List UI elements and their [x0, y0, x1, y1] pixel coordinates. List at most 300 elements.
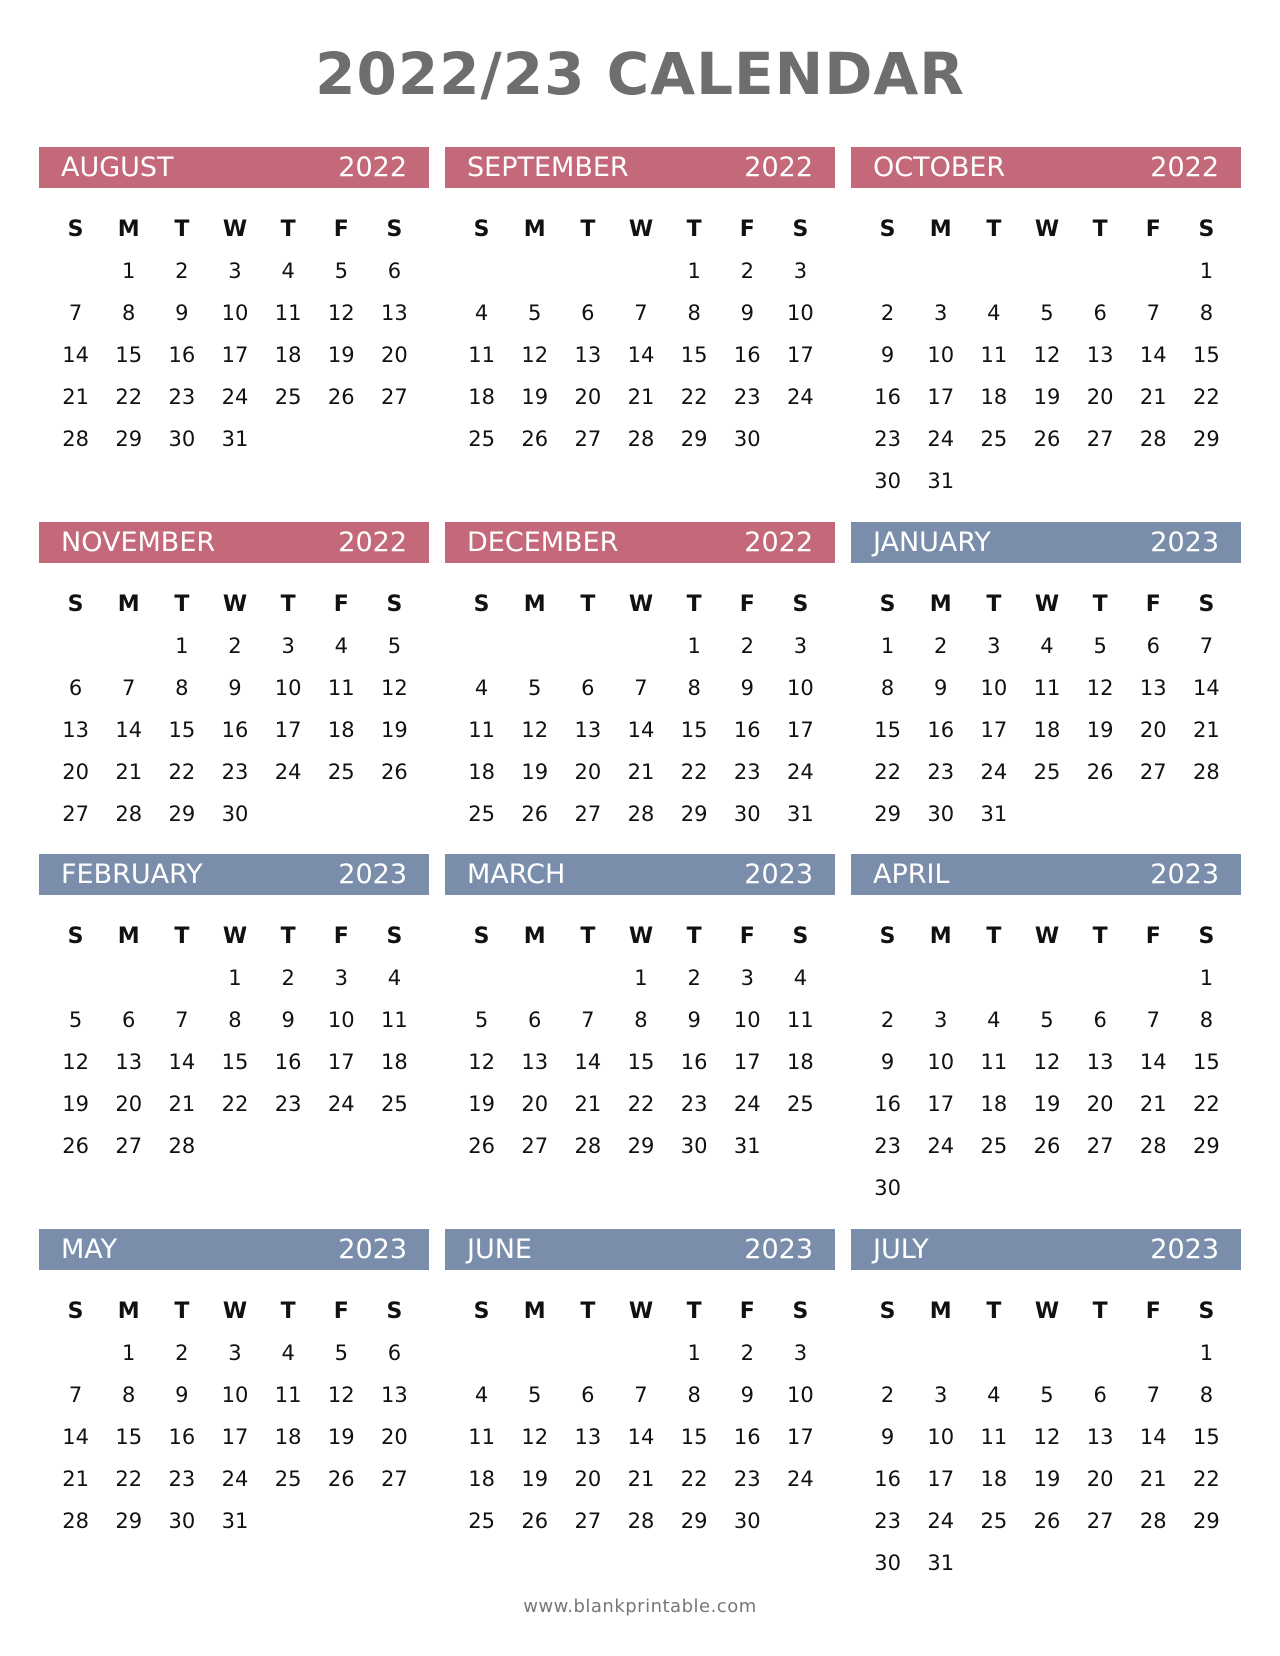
- day-cell: 12: [327, 301, 355, 325]
- empty-cell: [561, 1332, 614, 1374]
- weekday-header: F: [739, 591, 755, 617]
- weekday-header: T: [280, 1298, 296, 1324]
- day-cell: 4: [987, 1008, 1001, 1032]
- weekday-header: S: [473, 591, 490, 617]
- day-cell: 25: [787, 1092, 814, 1116]
- day-cell: 28: [1193, 760, 1220, 784]
- day-cell: 1: [880, 634, 895, 658]
- day-cell: 14: [115, 718, 143, 742]
- day-cell: 27: [1139, 760, 1167, 784]
- day-cell: 26: [327, 385, 355, 409]
- month-name: NOVEMBER: [61, 527, 216, 558]
- day-cell: 15: [221, 1050, 249, 1074]
- day-cell: 24: [787, 385, 814, 409]
- day-cell: 30: [680, 1134, 708, 1158]
- day-cell: 15: [1193, 1425, 1220, 1449]
- day-cell: 19: [1033, 385, 1061, 409]
- empty-cell: [561, 957, 614, 999]
- day-cell: 12: [1033, 1050, 1061, 1074]
- day-cell: 14: [1139, 1050, 1167, 1074]
- day-cell: 22: [1193, 1467, 1220, 1491]
- day-cell: 25: [980, 427, 1008, 451]
- month-name: JUNE: [467, 1234, 532, 1265]
- day-cell: 21: [627, 385, 655, 409]
- day-cell: 26: [62, 1134, 89, 1158]
- empty-cell: [914, 957, 967, 999]
- weekday-header: T: [686, 923, 702, 949]
- day-cell: 13: [1086, 343, 1114, 367]
- day-cell: 19: [327, 1425, 355, 1449]
- day-cell: 28: [1139, 427, 1167, 451]
- day-cell: 8: [1199, 1383, 1214, 1407]
- weekday-header: W: [1034, 923, 1060, 949]
- day-cell: 27: [574, 802, 602, 826]
- day-cell: 10: [927, 343, 955, 367]
- weekday-header: T: [1092, 923, 1108, 949]
- weekday-header: F: [333, 591, 349, 617]
- day-cell: 13: [62, 718, 89, 742]
- day-cell: 16: [733, 343, 761, 367]
- weekday-header: S: [386, 591, 403, 617]
- day-cell: 28: [627, 802, 655, 826]
- day-cell: 16: [874, 385, 901, 409]
- day-cell: 16: [874, 1467, 901, 1491]
- month-year: 2023: [744, 859, 813, 890]
- day-cell: 11: [468, 1425, 495, 1449]
- day-cell: 20: [62, 760, 89, 784]
- day-cell: 10: [274, 676, 302, 700]
- day-cell: 7: [68, 1383, 83, 1407]
- day-cell: 18: [468, 1467, 495, 1491]
- day-grid: [851, 208, 1241, 502]
- day-cell: 13: [381, 1383, 408, 1407]
- day-cell: 9: [281, 1008, 295, 1032]
- day-cell: 17: [221, 1425, 249, 1449]
- day-cell: 24: [327, 1092, 355, 1116]
- day-cell: 8: [122, 301, 136, 325]
- weekday-header: S: [67, 216, 84, 242]
- empty-cell: [1074, 957, 1127, 999]
- day-cell: 19: [1033, 1092, 1061, 1116]
- empty-cell: [1020, 250, 1073, 292]
- day-cell: 27: [521, 1134, 549, 1158]
- day-cell: 10: [327, 1008, 355, 1032]
- weekday-header: T: [986, 923, 1002, 949]
- day-cell: 11: [468, 718, 495, 742]
- day-cell: 25: [468, 427, 495, 451]
- footer-url: www.blankprintable.com: [523, 1596, 757, 1617]
- empty-cell: [49, 250, 102, 292]
- day-cell: 1: [687, 1341, 701, 1365]
- day-cell: 4: [281, 1341, 295, 1365]
- day-cell: 21: [115, 760, 143, 784]
- month-january: [851, 522, 1241, 835]
- month-november: [39, 522, 429, 835]
- empty-cell: [49, 957, 102, 999]
- day-cell: 17: [927, 1092, 955, 1116]
- day-cell: 28: [574, 1134, 602, 1158]
- day-cell: 24: [980, 760, 1008, 784]
- month-header: [445, 522, 835, 563]
- day-cell: 1: [1199, 259, 1214, 283]
- weekday-header: W: [222, 216, 248, 242]
- day-cell: 22: [1193, 1092, 1220, 1116]
- day-cell: 25: [327, 760, 355, 784]
- day-cell: 17: [221, 343, 249, 367]
- day-cell: 19: [62, 1092, 89, 1116]
- weekday-header: F: [1145, 923, 1161, 949]
- day-cell: 12: [1033, 343, 1061, 367]
- day-cell: 27: [574, 1509, 602, 1533]
- day-cell: 1: [687, 634, 701, 658]
- day-cell: 23: [274, 1092, 302, 1116]
- month-year: 2022: [338, 527, 407, 558]
- day-cell: 8: [634, 1008, 648, 1032]
- day-cell: 6: [1146, 634, 1160, 658]
- day-cell: 15: [168, 718, 196, 742]
- month-year: 2023: [338, 859, 407, 890]
- day-cell: 23: [927, 760, 955, 784]
- day-cell: 5: [528, 301, 542, 325]
- day-grid: [445, 208, 835, 460]
- weekday-header: M: [117, 923, 140, 949]
- empty-cell: [861, 250, 914, 292]
- day-cell: 29: [1193, 1134, 1220, 1158]
- day-cell: 20: [1086, 1092, 1114, 1116]
- day-cell: 22: [1193, 385, 1220, 409]
- day-cell: 30: [874, 469, 901, 493]
- day-cell: 20: [521, 1092, 549, 1116]
- day-cell: 20: [1086, 385, 1114, 409]
- day-cell: 1: [687, 259, 701, 283]
- empty-cell: [508, 1332, 561, 1374]
- weekday-header: T: [280, 216, 296, 242]
- day-cell: 28: [1139, 1134, 1167, 1158]
- day-cell: 29: [680, 427, 708, 451]
- weekday-header: W: [1034, 591, 1060, 617]
- day-cell: 3: [793, 634, 808, 658]
- day-cell: 19: [521, 760, 549, 784]
- day-cell: 7: [175, 1008, 189, 1032]
- day-cell: 5: [1093, 634, 1107, 658]
- weekday-header: T: [580, 923, 596, 949]
- day-cell: 19: [468, 1092, 495, 1116]
- day-cell: 5: [474, 1008, 489, 1032]
- day-cell: 24: [787, 1467, 814, 1491]
- month-name: DECEMBER: [467, 527, 619, 558]
- day-cell: 29: [1193, 1509, 1220, 1533]
- day-cell: 12: [381, 676, 408, 700]
- day-cell: 30: [733, 427, 761, 451]
- weekday-header: T: [986, 591, 1002, 617]
- day-cell: 10: [927, 1425, 955, 1449]
- weekday-header: F: [739, 923, 755, 949]
- page-title: 2022/23 CALENDAR: [315, 40, 965, 108]
- day-cell: 21: [62, 1467, 89, 1491]
- day-cell: 17: [927, 385, 955, 409]
- empty-cell: [614, 625, 667, 667]
- empty-cell: [155, 957, 208, 999]
- day-cell: 3: [793, 1341, 808, 1365]
- day-cell: 10: [221, 301, 249, 325]
- day-cell: 17: [980, 718, 1008, 742]
- month-header: [851, 1229, 1241, 1270]
- day-cell: 9: [880, 1425, 895, 1449]
- month-name: APRIL: [873, 859, 950, 890]
- day-cell: 26: [1086, 760, 1114, 784]
- day-cell: 7: [634, 676, 648, 700]
- day-cell: 25: [980, 1134, 1008, 1158]
- weekday-header: S: [792, 923, 809, 949]
- weekday-header: S: [879, 1298, 896, 1324]
- empty-cell: [102, 957, 155, 999]
- day-cell: 4: [1040, 634, 1054, 658]
- weekday-header: W: [1034, 216, 1060, 242]
- day-cell: 18: [980, 1467, 1008, 1491]
- day-cell: 11: [1033, 676, 1061, 700]
- day-cell: 2: [934, 634, 948, 658]
- weekday-header: F: [333, 1298, 349, 1324]
- weekday-header: S: [1198, 1298, 1215, 1324]
- day-cell: 18: [1033, 718, 1061, 742]
- day-cell: 18: [980, 385, 1008, 409]
- day-cell: 31: [221, 1509, 249, 1533]
- day-cell: 27: [62, 802, 89, 826]
- weekday-header: S: [386, 216, 403, 242]
- day-cell: 3: [934, 301, 948, 325]
- day-cell: 16: [927, 718, 955, 742]
- day-cell: 9: [687, 1008, 701, 1032]
- weekday-header: T: [1092, 1298, 1108, 1324]
- empty-cell: [455, 1332, 508, 1374]
- day-cell: 16: [221, 718, 249, 742]
- day-cell: 15: [874, 718, 901, 742]
- day-cell: 28: [627, 1509, 655, 1533]
- day-cell: 29: [1193, 427, 1220, 451]
- day-cell: 23: [874, 1509, 901, 1533]
- day-cell: 22: [680, 760, 708, 784]
- day-cell: 31: [733, 1134, 761, 1158]
- weekday-header: S: [879, 216, 896, 242]
- empty-cell: [1074, 1332, 1127, 1374]
- month-year: 2022: [744, 152, 813, 183]
- day-cell: 8: [122, 1383, 136, 1407]
- weekday-header: S: [473, 1298, 490, 1324]
- day-cell: 14: [627, 718, 655, 742]
- weekday-header: M: [117, 591, 140, 617]
- weekday-header: T: [580, 591, 596, 617]
- day-cell: 13: [1086, 1425, 1114, 1449]
- weekday-header: T: [174, 1298, 190, 1324]
- day-cell: 27: [1086, 427, 1114, 451]
- day-cell: 24: [221, 1467, 249, 1491]
- day-cell: 7: [1199, 634, 1214, 658]
- month-september: [445, 147, 835, 460]
- weekday-header: S: [792, 591, 809, 617]
- month-year: 2023: [1150, 859, 1219, 890]
- month-october: [851, 147, 1241, 502]
- day-cell: 20: [574, 385, 602, 409]
- day-cell: 12: [468, 1050, 495, 1074]
- empty-cell: [914, 1332, 967, 1374]
- month-february: [39, 854, 429, 1167]
- day-cell: 4: [334, 634, 348, 658]
- weekday-header: F: [1145, 591, 1161, 617]
- empty-cell: [1127, 957, 1180, 999]
- day-grid: [851, 915, 1241, 1209]
- month-name: FEBRUARY: [61, 859, 203, 890]
- day-cell: 23: [874, 1134, 901, 1158]
- weekday-header: T: [1092, 591, 1108, 617]
- weekday-header: M: [929, 1298, 952, 1324]
- day-cell: 25: [274, 1467, 302, 1491]
- weekday-header: M: [117, 1298, 140, 1324]
- day-cell: 24: [927, 1509, 955, 1533]
- weekday-header: W: [222, 591, 248, 617]
- day-cell: 3: [228, 1341, 242, 1365]
- day-cell: 13: [381, 301, 408, 325]
- day-cell: 27: [381, 1467, 408, 1491]
- day-grid: [445, 583, 835, 835]
- day-cell: 30: [221, 802, 249, 826]
- day-cell: 31: [980, 802, 1008, 826]
- month-name: JULY: [873, 1234, 929, 1265]
- day-cell: 28: [62, 1509, 89, 1533]
- day-cell: 24: [787, 760, 814, 784]
- day-cell: 22: [115, 1467, 143, 1491]
- day-cell: 20: [574, 760, 602, 784]
- day-cell: 13: [574, 718, 602, 742]
- day-cell: 28: [62, 427, 89, 451]
- day-cell: 2: [687, 966, 701, 990]
- day-cell: 12: [327, 1383, 355, 1407]
- day-cell: 28: [115, 802, 143, 826]
- day-cell: 26: [521, 802, 549, 826]
- day-cell: 17: [274, 718, 302, 742]
- day-cell: 14: [627, 343, 655, 367]
- day-cell: 7: [634, 1383, 648, 1407]
- day-cell: 1: [175, 634, 189, 658]
- day-cell: 2: [880, 1008, 895, 1032]
- day-cell: 30: [874, 1176, 901, 1200]
- empty-cell: [102, 625, 155, 667]
- day-cell: 1: [1199, 1341, 1214, 1365]
- month-year: 2023: [744, 1234, 813, 1265]
- day-cell: 1: [634, 966, 648, 990]
- month-year: 2022: [744, 527, 813, 558]
- day-cell: 12: [521, 1425, 549, 1449]
- day-cell: 26: [327, 1467, 355, 1491]
- day-cell: 21: [1139, 1092, 1167, 1116]
- day-cell: 31: [787, 802, 814, 826]
- day-cell: 9: [880, 1050, 895, 1074]
- day-cell: 8: [687, 676, 701, 700]
- day-cell: 19: [521, 1467, 549, 1491]
- empty-cell: [49, 625, 102, 667]
- day-cell: 10: [787, 1383, 814, 1407]
- day-cell: 17: [787, 343, 814, 367]
- empty-cell: [614, 1332, 667, 1374]
- day-cell: 25: [381, 1092, 408, 1116]
- day-cell: 10: [980, 676, 1008, 700]
- day-cell: 17: [787, 718, 814, 742]
- day-cell: 6: [581, 676, 595, 700]
- weekday-header: W: [1034, 1298, 1060, 1324]
- day-cell: 6: [68, 676, 83, 700]
- day-grid: [445, 915, 835, 1167]
- empty-cell: [1020, 957, 1073, 999]
- month-name: JANUARY: [873, 527, 991, 558]
- day-cell: 2: [880, 301, 895, 325]
- month-year: 2023: [1150, 1234, 1219, 1265]
- weekday-header: S: [1198, 923, 1215, 949]
- day-cell: 5: [334, 1341, 348, 1365]
- day-cell: 10: [787, 301, 814, 325]
- weekday-header: M: [523, 923, 546, 949]
- day-cell: 7: [581, 1008, 595, 1032]
- weekday-header: T: [986, 216, 1002, 242]
- day-cell: 1: [122, 1341, 136, 1365]
- day-cell: 23: [680, 1092, 708, 1116]
- day-cell: 8: [175, 676, 189, 700]
- day-grid: [851, 583, 1241, 835]
- day-cell: 16: [274, 1050, 302, 1074]
- empty-cell: [967, 1332, 1020, 1374]
- weekday-header: S: [67, 591, 84, 617]
- weekday-header: T: [686, 591, 702, 617]
- day-cell: 26: [521, 1509, 549, 1533]
- month-march: [445, 854, 835, 1167]
- day-cell: 16: [874, 1092, 901, 1116]
- day-cell: 11: [980, 1425, 1008, 1449]
- day-cell: 21: [62, 385, 89, 409]
- month-name: MAY: [61, 1234, 118, 1265]
- weekday-header: F: [739, 1298, 755, 1324]
- month-december: [445, 522, 835, 835]
- day-cell: 29: [115, 1509, 143, 1533]
- day-cell: 12: [521, 718, 549, 742]
- day-cell: 20: [1139, 718, 1167, 742]
- weekday-header: S: [879, 923, 896, 949]
- day-cell: 20: [381, 343, 408, 367]
- day-cell: 21: [1139, 385, 1167, 409]
- day-cell: 29: [680, 1509, 708, 1533]
- day-cell: 18: [468, 760, 495, 784]
- weekday-header: T: [174, 216, 190, 242]
- day-cell: 11: [274, 1383, 302, 1407]
- day-cell: 11: [980, 1050, 1008, 1074]
- day-cell: 9: [740, 676, 754, 700]
- weekday-header: S: [386, 923, 403, 949]
- day-cell: 5: [1040, 1008, 1054, 1032]
- day-cell: 28: [168, 1134, 196, 1158]
- month-header: [39, 522, 429, 563]
- weekday-header: T: [1092, 216, 1108, 242]
- day-cell: 15: [627, 1050, 655, 1074]
- day-cell: 25: [980, 1509, 1008, 1533]
- weekday-header: W: [628, 216, 654, 242]
- day-cell: 19: [381, 718, 408, 742]
- day-cell: 29: [168, 802, 196, 826]
- weekday-header: M: [523, 1298, 546, 1324]
- day-cell: 12: [1033, 1425, 1061, 1449]
- day-cell: 30: [874, 1551, 901, 1575]
- day-cell: 8: [880, 676, 895, 700]
- empty-cell: [967, 957, 1020, 999]
- month-august: [39, 147, 429, 460]
- month-header: [445, 1229, 835, 1270]
- day-cell: 11: [980, 343, 1008, 367]
